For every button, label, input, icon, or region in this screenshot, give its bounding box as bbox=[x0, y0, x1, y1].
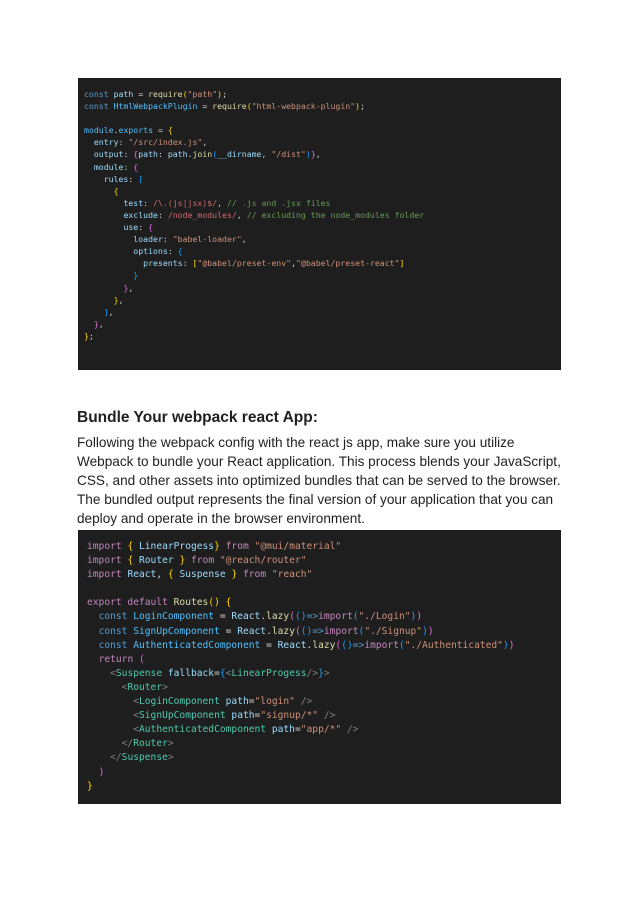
code-token: () { bbox=[208, 597, 232, 609]
code-token: = bbox=[225, 625, 238, 637]
code-token: < bbox=[133, 724, 139, 736]
code-token: SignUpComponent bbox=[139, 710, 232, 722]
code-token bbox=[84, 222, 123, 232]
code-token: { bbox=[113, 185, 119, 196]
code-token: < bbox=[133, 710, 139, 722]
code-token: , bbox=[236, 209, 247, 220]
code-token: lazy bbox=[271, 625, 295, 637]
code-token: from bbox=[243, 569, 272, 581]
code-token: : bbox=[138, 222, 149, 233]
code-token: import bbox=[87, 569, 128, 581]
code-token: use bbox=[123, 222, 139, 233]
code-token: import bbox=[87, 541, 128, 552]
code-token: ) bbox=[410, 611, 417, 623]
code-token: "login" bbox=[254, 696, 301, 708]
code-token: = bbox=[254, 710, 261, 722]
code-token: import bbox=[323, 625, 359, 637]
code-token: options bbox=[133, 246, 168, 257]
code-token: () bbox=[294, 611, 307, 623]
code-line bbox=[87, 695, 561, 709]
code-token: Router bbox=[127, 681, 163, 693]
code-token: { bbox=[127, 555, 139, 567]
code-token: /node_modules/ bbox=[167, 209, 237, 220]
code-token: path bbox=[138, 149, 158, 160]
code-token: React bbox=[277, 639, 307, 651]
code-token: lazy bbox=[312, 639, 336, 651]
code-token: : bbox=[143, 197, 154, 208]
code-line bbox=[87, 667, 561, 681]
code-token: } bbox=[123, 282, 129, 293]
code-token: < bbox=[121, 681, 128, 693]
code-token bbox=[84, 198, 123, 208]
code-line bbox=[84, 161, 561, 173]
code-token: // .js and .jsx files bbox=[226, 197, 331, 208]
code-token: export default bbox=[87, 597, 174, 609]
code-token: "html-webpack-plugin" bbox=[251, 101, 356, 112]
code-token: React bbox=[231, 611, 261, 623]
code-token: () bbox=[341, 639, 353, 651]
code-token: : bbox=[167, 246, 178, 257]
code-token: "./Login" bbox=[358, 611, 411, 623]
code-line bbox=[84, 209, 561, 221]
code-token: output bbox=[93, 149, 124, 160]
code-token bbox=[87, 626, 99, 637]
code-token: { bbox=[219, 667, 226, 679]
code-token bbox=[84, 149, 94, 159]
code-line bbox=[84, 173, 561, 185]
code-line bbox=[87, 568, 561, 582]
code-token: ( bbox=[246, 101, 252, 112]
code-token: = bbox=[248, 696, 255, 708]
code-token: path bbox=[271, 724, 295, 736]
code-token: { bbox=[148, 222, 154, 233]
code-token: = bbox=[219, 611, 232, 623]
code-token: ) bbox=[416, 611, 423, 623]
code-token: Router bbox=[133, 738, 168, 750]
code-token: __dirname bbox=[217, 149, 262, 160]
code-token bbox=[87, 654, 99, 665]
code-token bbox=[87, 611, 99, 622]
code-token: = bbox=[266, 639, 278, 651]
code-token bbox=[84, 234, 133, 244]
code-token bbox=[84, 307, 104, 317]
code-token: rules bbox=[103, 173, 129, 184]
code-token: ) bbox=[508, 639, 515, 651]
code-line bbox=[87, 681, 561, 695]
code-token: "/src/index.js" bbox=[128, 137, 203, 148]
code-token: "signup/*" bbox=[260, 710, 324, 722]
code-token: React bbox=[237, 625, 267, 637]
code-token: test bbox=[123, 197, 144, 208]
code-token: } bbox=[84, 330, 89, 341]
code-line bbox=[84, 318, 561, 330]
code-token: LoginComponent bbox=[139, 696, 226, 708]
code-token: "./Authenticated" bbox=[404, 639, 503, 651]
code-screenshot-webpack-config bbox=[78, 78, 561, 370]
code-token: : bbox=[157, 149, 168, 160]
code-token: . bbox=[260, 611, 267, 623]
code-line bbox=[87, 737, 561, 751]
code-line bbox=[87, 554, 561, 568]
code-token: </ bbox=[110, 752, 122, 764]
code-line bbox=[84, 294, 561, 306]
code-token: , bbox=[98, 318, 104, 329]
code-line bbox=[87, 723, 561, 737]
code-token: } bbox=[231, 569, 243, 581]
code-token: import bbox=[364, 639, 399, 651]
code-token: ( bbox=[212, 149, 218, 160]
code-token: => bbox=[352, 639, 365, 651]
code-token: } bbox=[214, 541, 226, 552]
code-token: Suspense bbox=[121, 752, 168, 764]
code-token: , bbox=[217, 197, 227, 208]
code-token: ) bbox=[305, 149, 311, 160]
code-token: } bbox=[318, 667, 324, 679]
code-line bbox=[87, 625, 561, 639]
code-token: [ bbox=[192, 258, 198, 269]
code-token bbox=[87, 752, 110, 763]
code-token bbox=[84, 319, 94, 329]
code-token: loader bbox=[133, 234, 163, 245]
code-token: => bbox=[306, 611, 319, 623]
code-token: : bbox=[123, 161, 134, 172]
code-token: { bbox=[167, 125, 173, 136]
code-token: > bbox=[323, 667, 330, 679]
code-token: ) bbox=[502, 639, 509, 651]
code-token: AuthenticatedComponent bbox=[133, 639, 267, 651]
code-token bbox=[87, 682, 122, 693]
code-token: = bbox=[202, 101, 213, 112]
code-line bbox=[84, 282, 561, 294]
code-line bbox=[84, 257, 561, 269]
code-line bbox=[84, 269, 561, 281]
code-token: ( bbox=[294, 625, 301, 637]
code-token: "reach" bbox=[271, 569, 313, 581]
code-line bbox=[84, 88, 561, 100]
code-token: , bbox=[291, 258, 296, 269]
code-token: "@babel/preset-react" bbox=[296, 258, 400, 269]
code-token: "babel-loader" bbox=[172, 234, 242, 245]
code-line bbox=[84, 245, 561, 257]
code-token: . bbox=[306, 639, 313, 651]
code-token: /\.(js|jsx)$/ bbox=[153, 197, 218, 208]
code-token: , bbox=[128, 282, 134, 293]
code-token: { bbox=[133, 149, 139, 160]
code-token: < bbox=[133, 696, 139, 708]
code-token: from bbox=[191, 555, 220, 567]
code-token: > bbox=[167, 752, 174, 764]
code-line bbox=[84, 100, 561, 112]
code-token: const bbox=[98, 639, 134, 651]
code-line bbox=[87, 780, 561, 794]
code-token: path bbox=[231, 710, 255, 722]
code-token bbox=[84, 295, 114, 305]
code-token: path bbox=[225, 696, 249, 708]
code-token: } bbox=[87, 780, 93, 792]
code-token: , bbox=[315, 149, 321, 160]
code-token: : bbox=[118, 137, 129, 148]
code-token: . bbox=[113, 125, 119, 136]
code-token bbox=[84, 162, 94, 172]
code-token: ( bbox=[352, 611, 359, 623]
code-token: presents bbox=[143, 258, 183, 269]
code-token: : bbox=[123, 149, 134, 160]
code-token: { bbox=[133, 161, 139, 172]
code-token: require bbox=[212, 101, 247, 112]
code-line bbox=[84, 330, 561, 342]
code-token: => bbox=[312, 625, 324, 637]
code-token: /> bbox=[346, 724, 359, 736]
code-token: = bbox=[294, 724, 301, 736]
code-line bbox=[84, 136, 561, 148]
code-token: = bbox=[157, 125, 168, 136]
code-token: exclude bbox=[123, 209, 158, 220]
code-token: ( bbox=[139, 653, 145, 665]
code-token: "@babel/preset-env" bbox=[197, 258, 292, 269]
code-token: , bbox=[261, 149, 272, 160]
code-token: "@mui/material" bbox=[254, 541, 342, 552]
code-line bbox=[84, 112, 561, 124]
code-token: } bbox=[113, 294, 119, 305]
code-token: } bbox=[93, 318, 99, 329]
code-token: ; bbox=[88, 330, 94, 341]
code-token: { bbox=[127, 541, 139, 552]
code-token: import bbox=[87, 555, 128, 567]
code-line bbox=[87, 610, 561, 624]
code-token: return bbox=[98, 653, 139, 665]
code-token: import bbox=[318, 611, 353, 623]
code-token bbox=[84, 210, 123, 220]
code-token: . bbox=[187, 149, 193, 160]
code-token: } bbox=[179, 555, 191, 567]
code-token: lazy bbox=[266, 611, 290, 623]
code-token: ; bbox=[222, 89, 227, 99]
code-token: LinearProgess bbox=[231, 667, 307, 679]
code-token bbox=[84, 246, 133, 256]
code-token: AuthenticatedComponent bbox=[139, 724, 272, 736]
code-line bbox=[84, 124, 561, 136]
code-token bbox=[87, 640, 99, 651]
code-token: [ bbox=[138, 173, 144, 184]
code-token: < bbox=[110, 667, 116, 679]
code-token bbox=[84, 137, 94, 147]
code-token bbox=[84, 174, 104, 184]
code-token: require bbox=[148, 89, 183, 99]
code-token: . bbox=[266, 625, 272, 637]
code-token: LoginComponent bbox=[133, 611, 220, 623]
code-token bbox=[84, 258, 143, 268]
code-token: : bbox=[182, 258, 193, 269]
code-token bbox=[87, 696, 133, 707]
code-token: } bbox=[133, 270, 139, 281]
code-token bbox=[84, 283, 123, 293]
code-token: ) bbox=[427, 625, 434, 637]
code-token: = bbox=[214, 667, 220, 679]
code-token bbox=[87, 710, 133, 721]
code-token: module bbox=[93, 161, 124, 172]
code-token: ) bbox=[98, 766, 105, 778]
code-token: Routes bbox=[173, 597, 209, 609]
code-line bbox=[87, 540, 561, 554]
code-line bbox=[87, 653, 561, 667]
code-line bbox=[84, 148, 561, 160]
code-token: } bbox=[310, 149, 316, 160]
code-token: ( bbox=[335, 639, 342, 651]
section-heading: Bundle Your webpack react App: bbox=[77, 409, 318, 426]
code-token: const bbox=[84, 89, 114, 99]
code-token: /> bbox=[306, 667, 319, 679]
code-token: ( bbox=[182, 89, 188, 99]
code-token: Suspense bbox=[115, 667, 168, 679]
code-token: : bbox=[128, 173, 139, 184]
code-token: , bbox=[202, 137, 208, 148]
code-token: { bbox=[177, 246, 183, 257]
code-token: path bbox=[167, 149, 188, 160]
code-token: , bbox=[241, 234, 247, 245]
code-token: "path" bbox=[187, 89, 218, 99]
code-token: const bbox=[84, 101, 114, 112]
code-token: "./Signup" bbox=[364, 625, 423, 637]
code-token: fallback bbox=[167, 667, 215, 679]
code-token: SignUpComponent bbox=[133, 625, 226, 637]
code-token: const bbox=[98, 625, 134, 637]
code-token: LinearProgess bbox=[139, 541, 215, 552]
code-token: exports bbox=[118, 125, 158, 136]
code-token: React bbox=[127, 569, 157, 581]
code-token: join bbox=[192, 149, 213, 160]
code-token: , bbox=[118, 294, 124, 305]
code-token: // excluding the node_modules folder bbox=[246, 209, 425, 220]
code-line bbox=[84, 197, 561, 209]
section-paragraph: Following the webpack config with the react js app, make sure you utilize Webpack to bundle your React application. This process blends your JavaScript, CSS, and other assets into optimized bundles that can be served to the browser. The bundled output represents the final version of your application that you can deploy and operate in the browser environment. bbox=[77, 435, 561, 526]
code-token: ( bbox=[358, 625, 365, 637]
code-token bbox=[84, 186, 114, 196]
code-line bbox=[87, 596, 561, 610]
code-token: ] bbox=[399, 258, 405, 269]
code-token: entry bbox=[93, 137, 119, 148]
code-token bbox=[87, 767, 99, 778]
code-token bbox=[87, 668, 110, 679]
code-line bbox=[87, 751, 561, 765]
code-line bbox=[87, 766, 561, 780]
code-token: "@reach/router" bbox=[219, 555, 307, 567]
code-token bbox=[84, 270, 133, 280]
code-token: : bbox=[162, 234, 173, 245]
code-line bbox=[87, 639, 561, 653]
code-token bbox=[87, 738, 122, 749]
code-token: ) bbox=[355, 101, 361, 112]
code-token: > bbox=[162, 681, 168, 693]
code-token: ] bbox=[103, 306, 109, 317]
code-token: /> bbox=[300, 696, 313, 708]
code-token: /> bbox=[323, 710, 336, 722]
code-token: = bbox=[138, 89, 149, 99]
code-token: module bbox=[84, 125, 114, 136]
code-token: ; bbox=[360, 101, 366, 112]
code-token: , bbox=[108, 306, 114, 317]
code-token: from bbox=[225, 541, 255, 552]
code-token: { bbox=[167, 569, 180, 581]
code-token: "/dist" bbox=[271, 149, 306, 160]
code-token: , bbox=[156, 569, 168, 581]
code-token: < bbox=[225, 667, 232, 679]
code-token: path bbox=[113, 89, 139, 99]
code-token: Router bbox=[139, 555, 180, 567]
code-token: const bbox=[98, 611, 134, 623]
code-line bbox=[84, 221, 561, 233]
code-line bbox=[84, 233, 561, 245]
code-token: HtmlWebpackPlugin bbox=[113, 101, 203, 112]
code-token: ( bbox=[398, 639, 405, 651]
code-token: : bbox=[157, 209, 168, 220]
code-line bbox=[87, 709, 561, 723]
code-line bbox=[84, 185, 561, 197]
code-line bbox=[84, 306, 561, 318]
code-token: "app/*" bbox=[300, 724, 347, 736]
code-screenshot-react-routes bbox=[78, 530, 561, 804]
code-token: ( bbox=[289, 611, 295, 623]
code-token: > bbox=[167, 738, 174, 750]
code-line bbox=[87, 582, 561, 596]
code-token bbox=[87, 724, 133, 735]
code-token: Suspense bbox=[179, 569, 232, 581]
code-token: ) bbox=[422, 625, 428, 637]
code-token: () bbox=[300, 625, 313, 637]
code-token: </ bbox=[121, 738, 134, 750]
code-token: ) bbox=[217, 89, 223, 99]
